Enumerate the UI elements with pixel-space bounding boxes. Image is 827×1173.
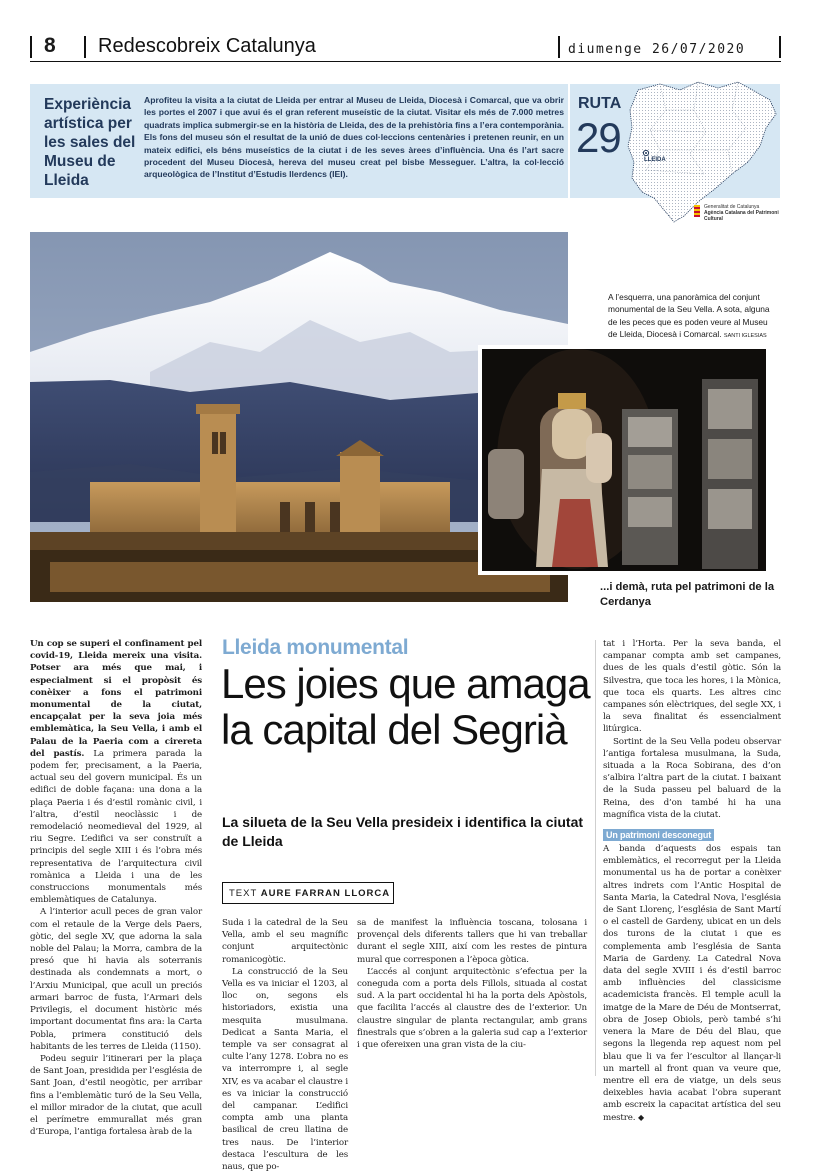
map-city-label: LLEIDA: [644, 157, 666, 163]
article-lead-text: Un cop se superi el confinament pel covid-19, Lleida mereix una visita. Potser ara més que mai, i especialment si el propòsit és conèixer a fons el patrimoni monumental de la ciutat, encapçalat per la seva joia més emblemàtica, la Seu Vella, i amb el Palau de la Paeria com a cirereta del pastís.: [30, 639, 202, 759]
band-intro: Aprofiteu la visita a la ciutat de Lleida per entrar al Museu de Lleida, Diocesà i Comarcal, que va obrir les portes el 2007 i que avui és el gran referent museístic de la ciutat. Visitar els més de 7.000 metres quadrats implica submergir-se en la història de Lleida, des de la prehistòria fins a l’era contemporània. Els fons del museu són el resultat de la unió de dues col·leccions centenàries i pretenen reunir, en un mateix edifici, els béns museístics de la ciutat i de les seves àrees d’influència. Una és l’art sacre procedent del Museu Diocesà, hereva del museu creat pel bisbe Messeguer. L’altra, la col·lecció arqueològica de l’Institut d’Estudis Ilerdencs (IEI).: [144, 95, 564, 180]
header-rule-mid: [84, 36, 86, 58]
header-rule-end: [779, 36, 781, 58]
next-route-teaser: ...i demà, ruta pel patrimoni de la Cerdanya: [600, 581, 775, 608]
museum-sculptures-photo: [478, 345, 770, 575]
photo-caption-text: A l’esquerra, una panoràmica del conjunt monumental de la Seu Vella. A sota, alguna de les peces que es poden veure al Museu de Lleida, Diocesà i Comarcal.: [608, 292, 770, 339]
header-underline: [30, 61, 781, 62]
generalitat-flag-icon: [694, 205, 700, 217]
route-number: 29: [576, 114, 621, 161]
band-title: Experiència artística per les sales del Museu de Lleida: [44, 96, 136, 189]
issue-date: diumenge 26/07/2020: [568, 42, 746, 57]
article-column-4: [603, 638, 781, 1124]
col1-p1-text: La primera parada la podem fer, precisament, a la Paeria, actual seu del govern municipal. És un edifici de doble façana: una dona a la plaça Paeria i és d’estil romànic civil, i l’altra, d’estil neoclàssic i de remodelació neomedieval del 1929, al riu Segre. L’edifici va ser construït a principis del segle XIII i és l’obra més representativa de l’arquitectura civil romànica a Lleida i una de les construccions monumentals més emblemàtiques de Catalunya.: [30, 748, 202, 906]
byline-author: AURE FARRAN LLORCA: [260, 888, 391, 899]
col4-paragraph-3-text: A banda d’aquests dos espais tan emblemàtics, el recorregut per la Lleida monumental us ha de portar a conèixer altres indrets com l’Antic Hospital de Santa Maria, la Catedral Nova, l’església de Sant Llorenç, l’església de Sant Martí o el castell de Gardeny, ubicat en un dels dos turons de la ciutat i que es complementa amb l’església de Santa Maria de Gardeny. La Catedral Nova data del segle XVIII i és d’estil barroc amb influències del classicisme academicista francès. El temple acull la imatge de la Mare de Déu de Montserrat, obra de Josep Obiols, però també s’hi venera la Mare de Déu del Blau, que segons la llegenda rep aquest nom pel blau que li va fer l’escultor al llançar-li un martell al front quan va veure que, mentre ell era de viatge, un dels seus deixebles havia acabat l’obra superant amb escreix la capacitat artística del seu mestre.: [603, 844, 781, 1123]
col4-paragraph-1: tat i l’Horta. Per la seva banda, el campanar compta amb set campanes, dues de les quals d’estil gòtic. Són la Silvestra, que toca les hores, i la Mònica, que toca els quarts. Les altres cinc campanes són elèctriques, del segle XX, i la seva finalitat és essencialment litúrgica.: [603, 639, 781, 735]
header-rule-left: [30, 36, 32, 58]
article-column-2: [222, 917, 348, 1173]
museum-illustration: [482, 349, 766, 571]
photo-caption: [608, 291, 778, 342]
article-lead: [30, 638, 202, 906]
col2-paragraph-2: La construcció de la Seu Vella es va iniciar el 1203, al lloc on, segons els historiadors, existia una mesquita musulmana. Dedicat a Santa Maria, el temple va ser consagrat al culte l’any 1278. L’obra no es va interrompre i, al segle XIV, es va acabar el claustre i es va iniciar la construcció del campanar. L’edifici compta amb una planta basilical de creu llatina de tres naus. De l’interior destaca l’escultura de les naus, que po-: [222, 966, 348, 1173]
header-rule-date: [558, 36, 560, 58]
col3-paragraph-1: sa de manifest la influència toscana, tolosana i provençal dels diferents tallers que hi van treballar durant el segle XIII, així com les restes de pintura mural que corresponen a l’època gòtica.: [357, 918, 587, 965]
agency-line-2: Agència Catalana del Patrimoni Cultural: [704, 210, 779, 222]
article-subhead: Un patrimoni desconegut: [603, 829, 714, 841]
article-deck: La silueta de la Seu Vella presideix i identifica la ciutat de Lleida: [222, 814, 584, 849]
article-kicker: Lleida monumental: [222, 636, 409, 659]
col2-paragraph-1: Suda i la catedral de la Seu Vella, amb el seu magnífic conjunt arquitectònic romanicogòtic.: [222, 918, 348, 965]
museum-info-band: [30, 84, 568, 198]
photo-credit: SANTI IGLESIAS: [723, 332, 767, 339]
col3-paragraph-2: L’accés al conjunt arquitectònic s’efectua per la coneguda com a porta dels Fillols, situada al costat sud. A la part occidental hi ha la porta dels Apòstols, que facilita l’accés al claustre des de l’exterior. Un claustre singular de planta rectangular, amb grans finestrals que s’obren a la galeria sud cap a l’exterior i que ofereixen una gran vista de la ciu-: [357, 966, 587, 1051]
end-mark-icon: ◆: [637, 1112, 644, 1122]
col1-paragraph-2: A l’interior acull peces de gran valor com el retaule de la Verge dels Paers, gòtic, del segle XV, que adorna la sala noble del Palau; la Morra, cambra de la presó que hi havia als soterranis destinada als condemnats a mort, o l’Arxiu Municipal, que acull un preciós armari barroc de fusta, l’Armari dels Privilegis, el document històric més important documentat fins ara: la Carta Pobla, primera constitució dels habitants de les terres de Lleida (1150).: [30, 907, 202, 1052]
article-byline: [222, 882, 394, 904]
article-headline: Les joies que amaga la capital del Segrià: [221, 660, 590, 753]
page-number: 8: [44, 34, 56, 57]
agency-line-1: Generalitat de Catalunya: [704, 204, 760, 210]
route-label: RUTA: [578, 95, 622, 112]
section-title: Redescobreix Catalunya: [98, 35, 316, 57]
article-column-3: [357, 917, 587, 1051]
col4-paragraph-2: Sortint de la Seu Vella podeu observar l’antiga fortalesa musulmana, la Suda, situada a la Roca Sobirana, des d’on s’albira l’altra part de la ciutat. I baixant de la Suda passeu pel baluard de la Reina, des d’on també hi ha una magnífica vista de la ciutat.: [603, 736, 781, 820]
byline-label: TEXT: [229, 888, 258, 899]
col4-paragraph-3: [603, 843, 781, 1124]
article-column-1: [30, 638, 202, 1138]
column-divider: [595, 640, 596, 1076]
page-header: [30, 32, 781, 62]
col1-paragraph-3: Podeu seguir l’itinerari per la plaça de Sant Joan, presidida per l’església de Sant Joan, d’estil neogòtic, per arribar fins a l’emblemàtic turó de la Seu Vella, el millor mirador de la ciutat, que acull el perímetre emmurallat més gran d’Europa, l’antiga fortalesa àrab de la: [30, 1053, 202, 1138]
